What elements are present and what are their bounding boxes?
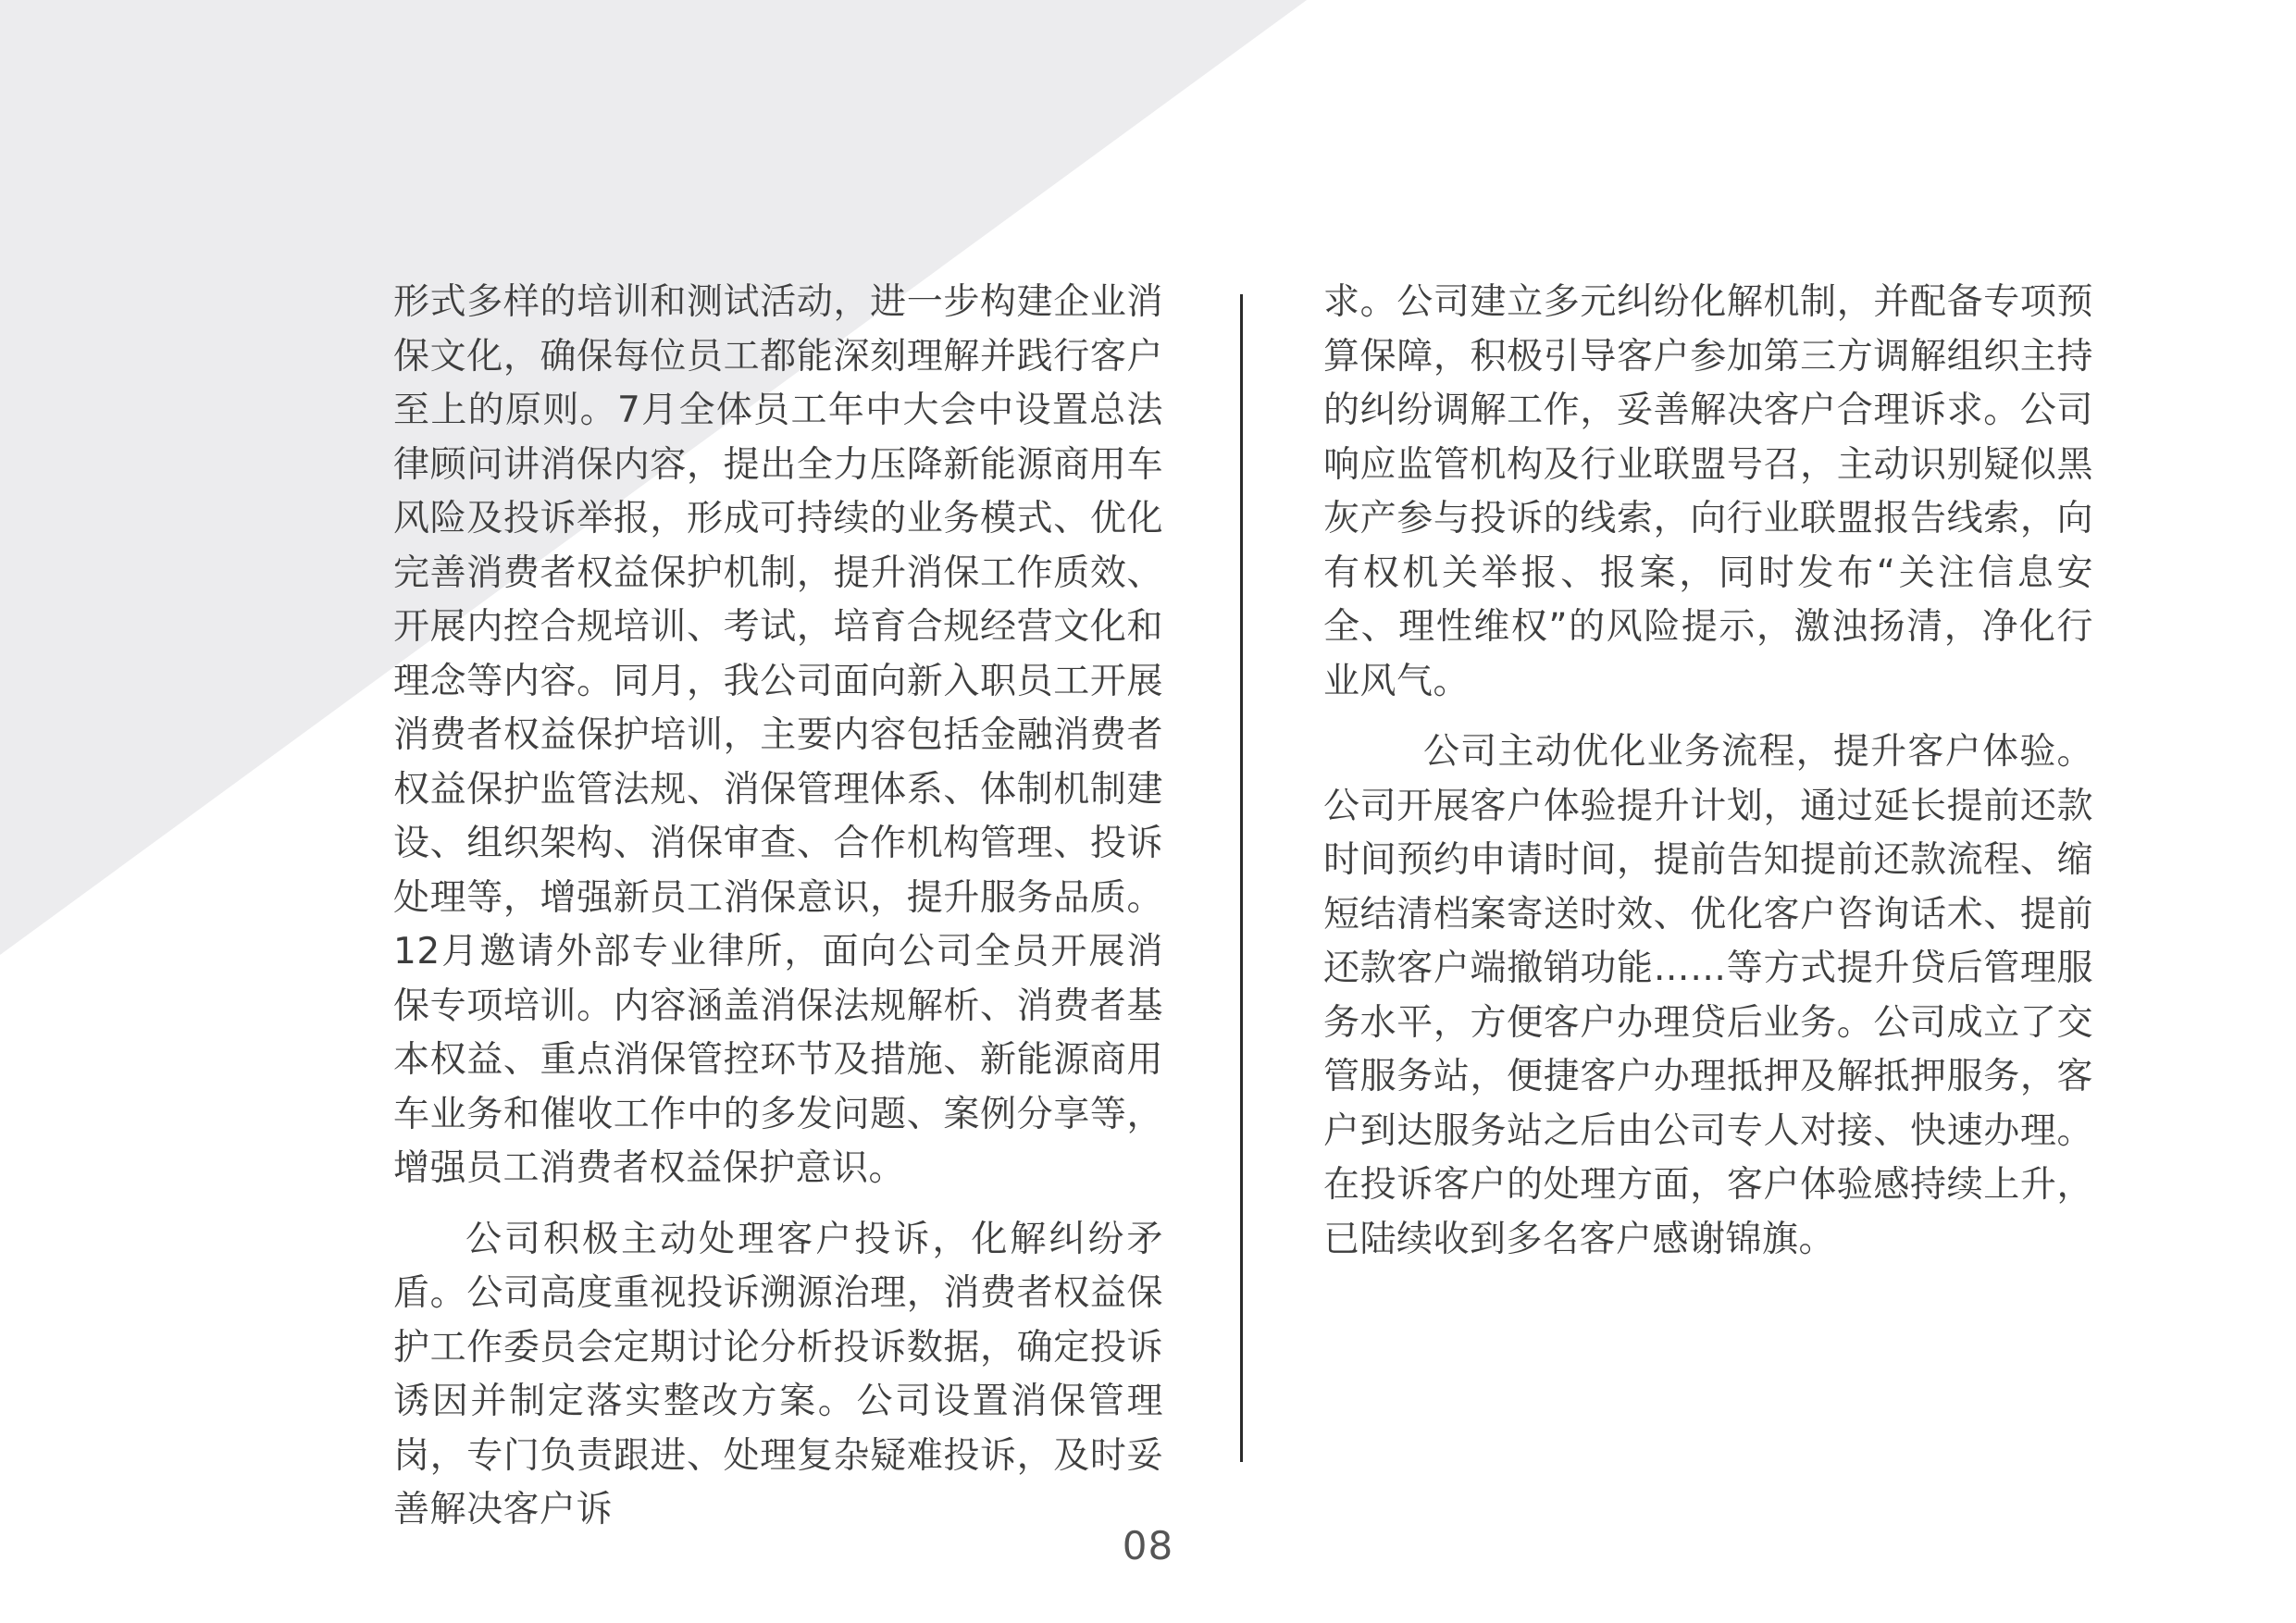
left-text-column <box>393 276 1163 1555</box>
left-paragraph-2: 公司积极主动处理客户投诉，化解纠纷矛盾。公司高度重视投诉溯源治理，消费者权益保护工作委员会定期讨论分析投诉数据，确定投诉诱因并制定落实整改方案。公司设置消保管理岗，专门负责跟进、处理复杂疑难投诉，及时妥善解决客户诉 <box>393 1218 1163 1530</box>
column-divider <box>1240 294 1243 1462</box>
right-text-column <box>1323 276 2093 1283</box>
right-paragraph-2: 公司主动优化业务流程，提升客户体验。公司开展客户体验提升计划，通过延长提前还款时间预约申请时间，提前告知提前还款流程、缩短结清档案寄送时效、优化客户咨询话术、提前还款客户端撤销功能……等方式提升贷后管理服务水平，方便客户办理贷后业务。公司成立了交管服务站，便捷客户办理抵押及解抵押服务，客户到达服务站之后由公司专人对接、快速办理。在投诉客户的处理方面，客户体验感持续上升，已陆续收到多名客户感谢锦旗。 <box>1323 731 2093 1260</box>
right-paragraph-1: 求。公司建立多元纠纷化解机制，并配备专项预算保障，积极引导客户参加第三方调解组织主持的纠纷调解工作，妥善解决客户合理诉求。公司响应监管机构及行业联盟号召，主动识别疑似黑灰产参与投诉的线索，向行业联盟报告线索，向有权机关举报、报案，同时发布“关注信息安全、理性维权”的风险提示，激浊扬清，净化行业风气。 <box>1323 281 2093 702</box>
page-number: 08 <box>1122 1523 1174 1568</box>
left-paragraph-1: 形式多样的培训和测试活动，进一步构建企业消保文化，确保每位员工都能深刻理解并践行客户至上的原则。7月全体员工年中大会中设置总法律顾问讲消保内容，提出全力压降新能源商用车风险及投诉举报，形成可持续的业务模式、优化完善消费者权益保护机制，提升消保工作质效、开展内控合规培训、考试，培育合规经营文化和理念等内容。同月，我公司面向新入职员工开展消费者权益保护培训，主要内容包括金融消费者权益保护监管法规、消保管理体系、体制机制建设、组织架构、消保审查、合作机构管理、投诉处理等，增强新员工消保意识，提升服务品质。12月邀请外部专业律所，面向公司全员开展消保专项培训。内容涵盖消保法规解析、消费者基本权益、重点消保管控环节及措施、新能源商用车业务和催收工作中的多发问题、案例分享等，增强员工消费者权益保护意识。 <box>393 281 1163 1189</box>
